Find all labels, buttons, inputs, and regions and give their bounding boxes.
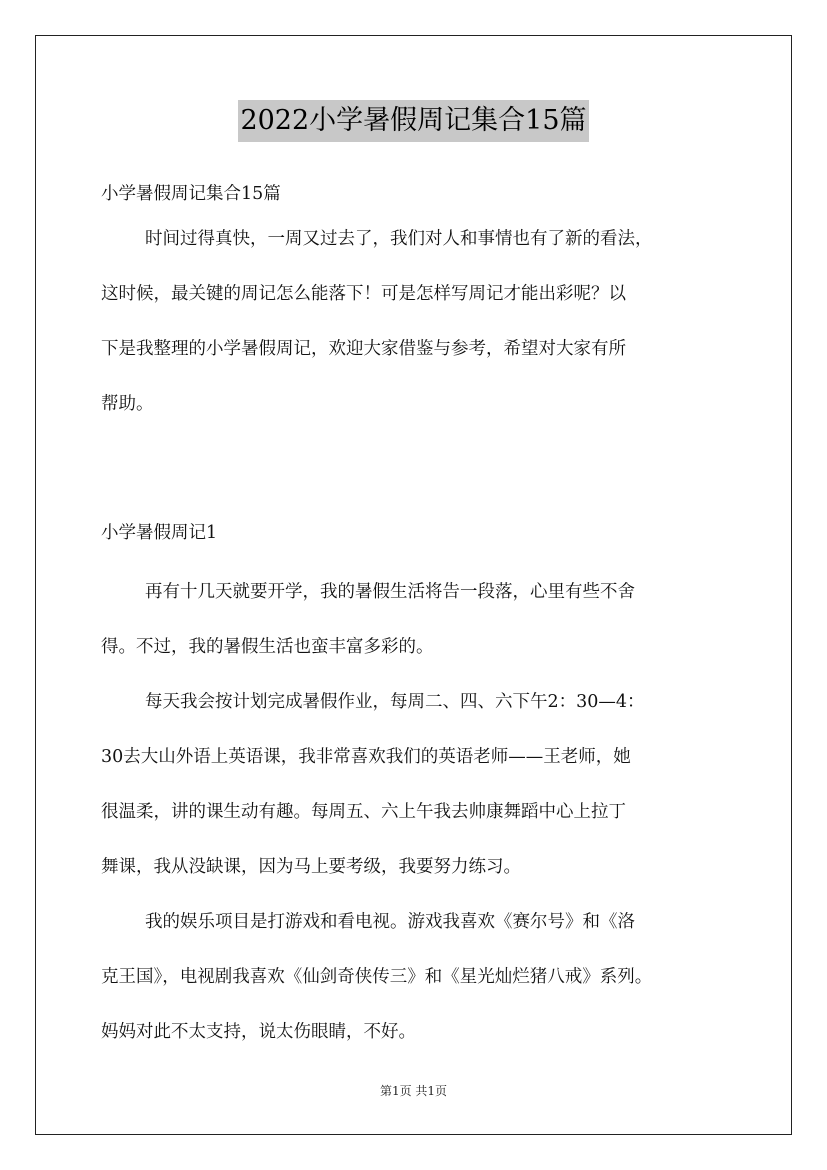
paragraph-line: 很温柔，讲的课生动有趣。每周五、六上午我去帅康舞蹈中心上拉丁 (101, 802, 626, 822)
section-paragraph-2 (101, 675, 729, 895)
section-title: 小学暑假周记1 (101, 523, 218, 543)
document-title: 2022小学暑假周记集合15篇 (238, 100, 588, 142)
paragraph-line: 下是我整理的小学暑假周记，欢迎大家借鉴与参考，希望对大家有所 (101, 339, 626, 359)
paragraph-line: 我的娱乐项目是打游戏和看电视。游戏我喜欢《赛尔号》和《洛 (145, 912, 635, 932)
paragraph-line: 每天我会按计划完成暑假作业，每周二、四、六下午2：30—4： (145, 692, 645, 712)
document-body (101, 176, 729, 1060)
paragraph-line: 帮助。 (101, 394, 154, 414)
paragraph-line: 舞课，我从没缺课，因为马上要考级，我要努力练习。 (101, 857, 521, 877)
section-paragraph-1 (101, 565, 729, 675)
paragraph-line: 时间过得真快，一周又过去了，我们对人和事情也有了新的看法， (145, 229, 653, 249)
section-spacer (101, 432, 729, 515)
paragraph-line: 克王国》，电视剧我喜欢《仙剑奇侠传三》和《星光灿烂猪八戒》系列。 (101, 967, 653, 987)
section-paragraph-3 (101, 895, 729, 1060)
document-subtitle: 小学暑假周记集合15篇 (101, 184, 281, 204)
intro-paragraph (101, 212, 729, 432)
title-container (0, 100, 827, 142)
page-footer: 第1页 共1页 (379, 1084, 448, 1098)
paragraph-line: 得。不过，我的暑假生活也蛮丰富多彩的。 (101, 637, 434, 657)
paragraph-line: 妈妈对此不太支持，说太伤眼睛，不好。 (101, 1022, 416, 1042)
paragraph-line: 这时候，最关键的周记怎么能落下！可是怎样写周记才能出彩呢？以 (101, 284, 626, 304)
paragraph-line: 再有十几天就要开学，我的暑假生活将告一段落，心里有些不舍 (145, 582, 635, 602)
paragraph-line: 30去大山外语上英语课，我非常喜欢我们的英语老师——王老师，她 (101, 747, 631, 767)
